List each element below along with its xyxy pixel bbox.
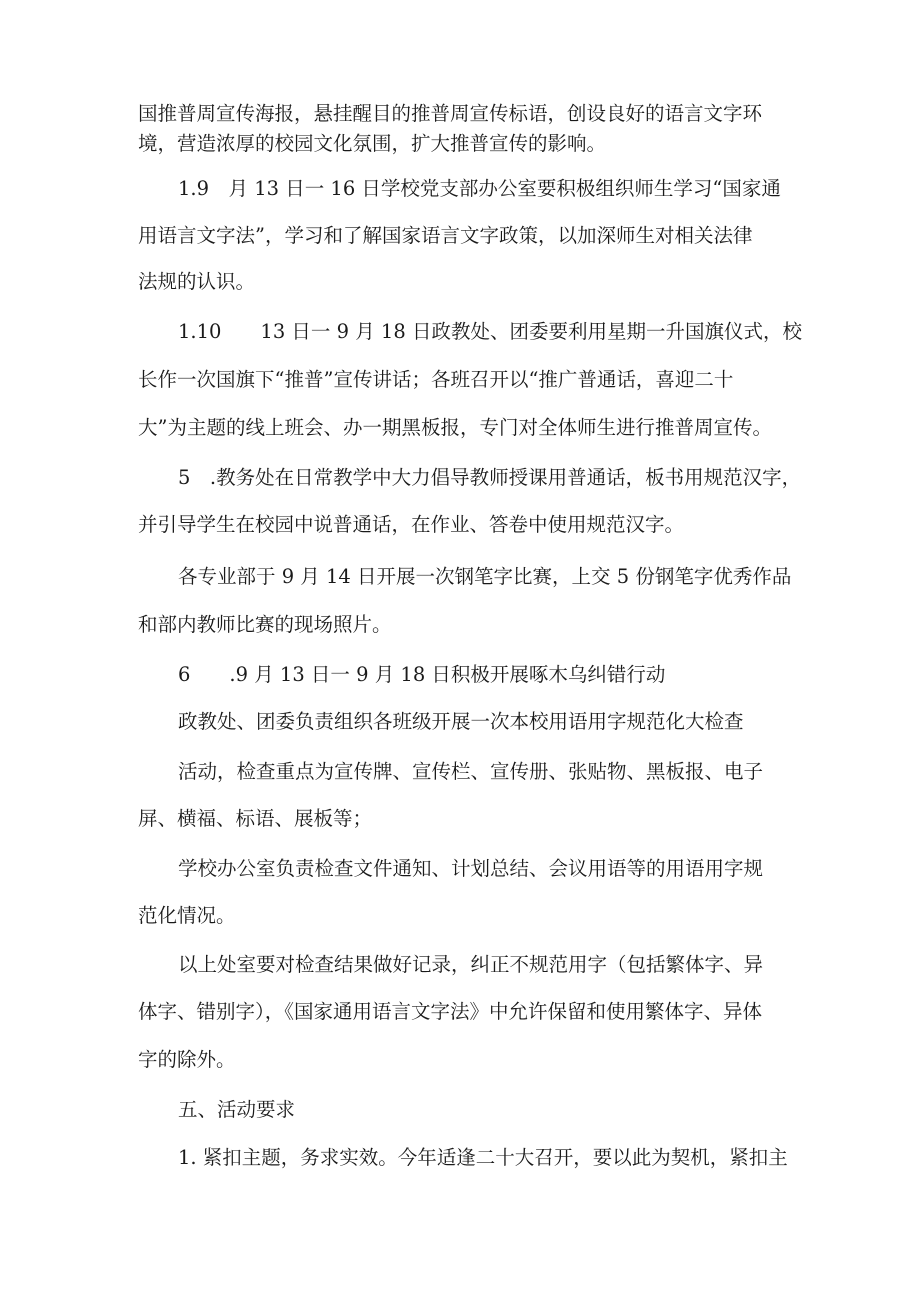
list-item-1-9: 1.9 月 13 日一 16 日学校党支部办公室要积极组织师生学习“国家通 (178, 177, 781, 200)
body-text-line: 境，营造浓厚的校园文化氛围，扩大推普宣传的影响。 (138, 132, 607, 155)
list-item-5: 5 .教务处在日常教学中大力倡导教师授课用普通话，板书用规范汉字， (178, 466, 802, 489)
body-text-line: 屏、横福、标语、展板等； (138, 807, 373, 830)
body-text-line: 国推普周宣传海报，悬挂醒目的推普周宣传标语，创设良好的语言文字环 (138, 102, 763, 125)
paragraph-start: 以上处室要对检查结果做好记录，纠正不规范用字（包括繁体字、异 (178, 953, 764, 976)
paragraph-start: 政教处、团委负责组织各班级开展一次本校用语用字规范化大检查 (178, 710, 744, 733)
body-text-line: 大”为主题的线上班会、办一期黑板报，专门对全体师生进行推普周宣传。 (138, 416, 772, 439)
body-text-line: 字的除外。 (138, 1048, 236, 1071)
section-heading: 五、活动要求 (178, 1098, 296, 1121)
body-text-line: 并引导学生在校园中说普通话，在作业、答卷中使用规范汉字。 (138, 513, 685, 536)
body-text-line: 法规的认识。 (138, 270, 256, 293)
body-text-line: 长作一次国旗下“推普”宣传讲话；各班召开以“推广普通话，喜迎二十 (138, 368, 734, 391)
body-text-line: 体字、错别字），《国家通用语言文字法》中允许保留和使用繁体字、异体 (138, 1000, 763, 1023)
list-item-1-10: 1.10 13 日一 9 月 18 日政教处、团委要利用星期一升国旗仪式，校 (178, 320, 802, 343)
body-text-line: 和部内教师比赛的现场照片。 (138, 613, 392, 636)
list-item-6: 6 .9 月 13 日一 9 月 18 日积极开展啄木乌纠错行动 (178, 663, 666, 686)
body-text-line: 范化情况。 (138, 904, 236, 927)
list-item-1: 1. 紧扣主题，务求实效。今年适逢二十大召开，要以此为契机，紧扣主 (178, 1146, 788, 1169)
paragraph-start: 活动，检查重点为宣传牌、宣传栏、宣传册、张贴物、黑板报、电子 (178, 760, 764, 783)
paragraph-start: 各专业部于 9 月 14 日开展一次钢笔字比赛，上交 5 份钢笔字优秀作品 (178, 565, 792, 588)
paragraph-start: 学校办公室负责检查文件通知、计划总结、会议用语等的用语用字规 (178, 857, 764, 880)
body-text-line: 用语言文字法”，学习和了解国家语言文字政策，以加深师生对相关法律 (138, 224, 753, 247)
